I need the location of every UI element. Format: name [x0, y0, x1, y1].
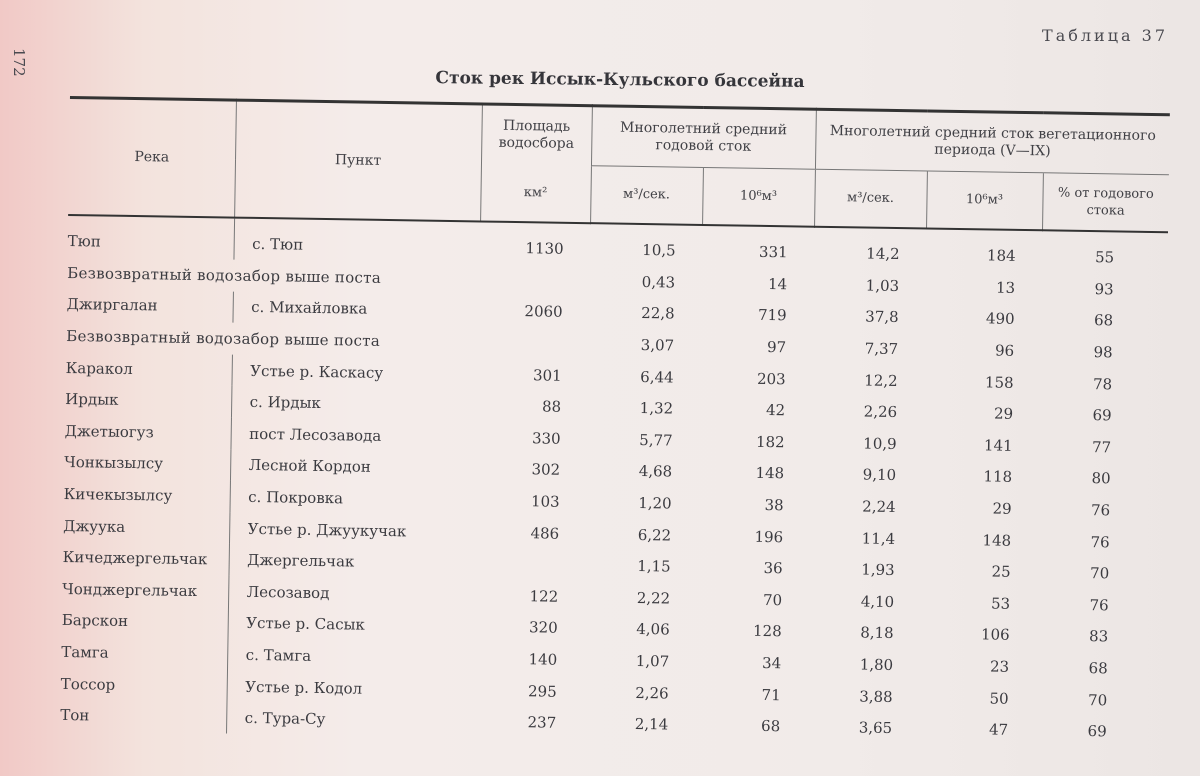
table-label: Таблица 37 [1042, 26, 1168, 45]
cell-annual-106m3: 70 [762, 590, 783, 610]
cell-veg-106m3: 53 [990, 594, 1011, 613]
cell-annual-m3s: 1,32 [639, 399, 674, 418]
cell-veg-106m3: 13 [995, 278, 1016, 297]
cell-veg-percent: 70 [1089, 564, 1110, 583]
cell-veg-percent: 68 [1093, 311, 1114, 330]
cell-annual-106m3: 182 [755, 432, 785, 452]
cell-veg-percent: 76 [1089, 595, 1109, 615]
cell-river: Барскон [61, 611, 129, 631]
cell-veg-m3s: 11,4 [861, 529, 896, 548]
cell-annual-106m3: 71 [761, 685, 781, 704]
cell-veg-m3s: 3,88 [859, 687, 893, 706]
cell-annual-106m3: 68 [760, 717, 781, 736]
cell-point: Устье р. Сасык [227, 607, 473, 642]
cell-veg-106m3: 23 [989, 657, 1010, 676]
cell-veg-percent: 70 [1087, 690, 1108, 709]
cell-veg-106m3: 158 [984, 373, 1014, 392]
header-annual-106m3: 10⁶м³ [702, 167, 815, 226]
header-veg-m3s: м³/сек. [814, 169, 927, 228]
cell-annual-m3s: 1,15 [637, 557, 671, 576]
cell-river: Чонджергельчак [62, 579, 198, 600]
cell-veg-106m3: 29 [992, 499, 1012, 518]
cell-area: 301 [532, 365, 562, 385]
header-veg-106m3: 10⁶м³ [926, 170, 1043, 229]
cell-veg-m3s: 1,03 [865, 276, 900, 295]
cell-veg-m3s: 2,26 [863, 402, 898, 422]
cell-veg-106m3: 29 [993, 404, 1014, 424]
cell-veg-m3s: 14,2 [866, 244, 900, 264]
cell-annual-106m3: 14 [767, 274, 788, 294]
runoff-table-container [60, 96, 1170, 748]
table-header [68, 97, 1170, 231]
cell-annual-m3s: 4,68 [638, 462, 673, 481]
cell-area: 302 [531, 460, 561, 480]
cell-point: с. Ирдык [231, 386, 477, 421]
cell-veg-106m3: 96 [994, 341, 1015, 360]
cell-point: Устье р. Каскасу [231, 354, 477, 389]
cell-annual-106m3: 128 [752, 622, 782, 641]
cell-veg-m3s: 12,2 [864, 371, 898, 390]
cell-area: 122 [529, 587, 559, 606]
cell-annual-m3s: 4,06 [636, 620, 670, 639]
header-annual: Многолетний средний годовой сток [591, 106, 816, 169]
cell-area: 2060 [524, 302, 563, 322]
cell-river: Чонкызылсу [64, 453, 164, 473]
cell-annual-m3s: 22,8 [641, 304, 675, 324]
cell-veg-106m3: 47 [988, 720, 1009, 740]
cell-annual-106m3: 148 [755, 464, 785, 483]
cell-veg-percent: 69 [1087, 722, 1107, 741]
cell-veg-106m3: 50 [989, 689, 1009, 708]
cell-point: Джергельчак [228, 544, 474, 579]
header-annual-m3s: м³/сек. [590, 165, 703, 224]
cell-veg-percent: 80 [1091, 469, 1111, 488]
header-area-unit: км² [480, 163, 591, 222]
cell-veg-percent: 69 [1092, 406, 1112, 425]
cell-veg-percent: 93 [1094, 280, 1114, 299]
cell-veg-m3s: 7,37 [864, 339, 899, 359]
cell-annual-m3s: 10,5 [642, 241, 676, 260]
cell-veg-m3s: 1,93 [861, 560, 895, 580]
cell-area: 140 [528, 650, 558, 669]
cell-point: Лесной Кордон [230, 449, 476, 484]
header-river: Река [134, 148, 170, 166]
cell-annual-106m3: 203 [756, 369, 786, 388]
cell-point: пост Лесозавода [230, 418, 476, 453]
cell-river: Тоссор [60, 674, 116, 694]
cell-area [474, 548, 584, 581]
cell-veg-106m3: 141 [983, 436, 1013, 455]
header-vegetation: Многолетний средний сток вегетационного периода (V—IX) [815, 109, 1170, 174]
cell-river: Тюп [67, 232, 101, 251]
cell-point: с. Тура-Су [226, 702, 472, 737]
header-point: Пункт [234, 100, 482, 221]
cell-area: 330 [531, 429, 561, 448]
cell-note: Безвозвратный водозабор выше поста [67, 263, 382, 287]
cell-area: 295 [527, 681, 557, 701]
cell-annual-m3s: 3,07 [640, 336, 675, 355]
cell-veg-m3s: 4,10 [860, 592, 895, 611]
cell-annual-m3s: 1,20 [638, 494, 672, 513]
cell-area: 237 [527, 713, 557, 732]
cell-river: Джиргалан [66, 295, 158, 315]
cell-river: Ирдык [65, 390, 119, 410]
cell-veg-m3s: 37,8 [865, 308, 899, 327]
cell-veg-m3s: 1,80 [859, 655, 894, 675]
cell-area: 486 [530, 523, 560, 543]
cell-annual-m3s: 1,07 [635, 651, 670, 671]
table-body [60, 214, 1168, 748]
cell-point: Устье р. Джуукучак [229, 512, 475, 547]
cell-annual-m3s: 2,22 [636, 588, 671, 608]
cell-veg-percent: 78 [1092, 374, 1113, 394]
cell-area: 1130 [525, 239, 564, 259]
cell-veg-106m3: 490 [985, 309, 1015, 329]
cell-veg-percent: 55 [1094, 248, 1115, 267]
cell-river: Джуука [63, 516, 126, 536]
cell-annual-106m3: 36 [763, 559, 783, 578]
cell-annual-m3s: 2,14 [634, 715, 669, 734]
cell-point: с. Покровка [229, 481, 475, 516]
cell-veg-106m3: 148 [982, 531, 1012, 550]
cell-annual-m3s: 2,26 [635, 683, 669, 703]
cell-annual-106m3: 42 [765, 401, 786, 420]
cell-note: Безвозвратный водозабор выше поста [66, 327, 381, 350]
cell-river: Кичекызылсу [63, 484, 173, 505]
cell-veg-percent: 68 [1088, 659, 1108, 678]
cell-veg-m3s: 10,9 [863, 434, 897, 453]
cell-annual-106m3: 97 [766, 338, 787, 357]
table-title: Сток рек Иссык-Кульского бассейна [435, 68, 805, 92]
cell-area: 88 [541, 397, 562, 417]
cell-veg-106m3: 184 [986, 246, 1016, 266]
runoff-table [60, 96, 1170, 748]
header-area: Площадь водосбора [481, 104, 592, 165]
cell-river: Тон [60, 706, 90, 725]
cell-veg-percent: 83 [1088, 627, 1109, 646]
cell-veg-m3s: 8,18 [860, 623, 894, 643]
header-veg-percent: % от годового стока [1042, 172, 1169, 231]
cell-river: Кичеджергельчак [62, 548, 208, 569]
page-number: 172 [10, 48, 28, 77]
cell-point: с. Тамга [227, 639, 473, 674]
cell-point: Лесозавод [228, 576, 474, 611]
cell-annual-m3s: 6,44 [640, 367, 674, 387]
cell-river: Джетыогуз [64, 421, 154, 442]
cell-veg-percent: 76 [1090, 532, 1110, 552]
cell-area: 320 [528, 618, 558, 638]
cell-river: Каракол [65, 358, 133, 378]
cell-veg-m3s: 3,65 [858, 718, 893, 738]
cell-annual-m3s: 6,22 [637, 525, 672, 545]
cell-veg-106m3: 106 [980, 625, 1010, 645]
cell-annual-106m3: 34 [761, 653, 782, 673]
cell-veg-m3s: 9,10 [862, 465, 897, 485]
cell-annual-m3s: 0,43 [641, 272, 676, 292]
cell-annual-106m3: 719 [757, 306, 787, 325]
cell-point: с. Михайловка [232, 291, 478, 326]
cell-point: Устье р. Кодол [227, 670, 473, 705]
cell-annual-m3s: 5,77 [639, 430, 673, 450]
cell-river: Тамга [61, 642, 109, 662]
cell-veg-m3s: 2,24 [862, 497, 896, 517]
cell-annual-106m3: 38 [764, 496, 784, 515]
cell-point: с. Тюп [233, 217, 480, 263]
cell-veg-percent: 98 [1093, 343, 1113, 362]
cell-area: 103 [530, 492, 560, 511]
cell-annual-106m3: 196 [754, 527, 784, 546]
cell-veg-percent: 76 [1090, 501, 1111, 520]
cell-veg-106m3: 118 [983, 467, 1013, 487]
cell-annual-106m3: 331 [758, 243, 788, 262]
cell-veg-percent: 77 [1091, 437, 1112, 457]
cell-veg-106m3: 25 [991, 562, 1011, 582]
